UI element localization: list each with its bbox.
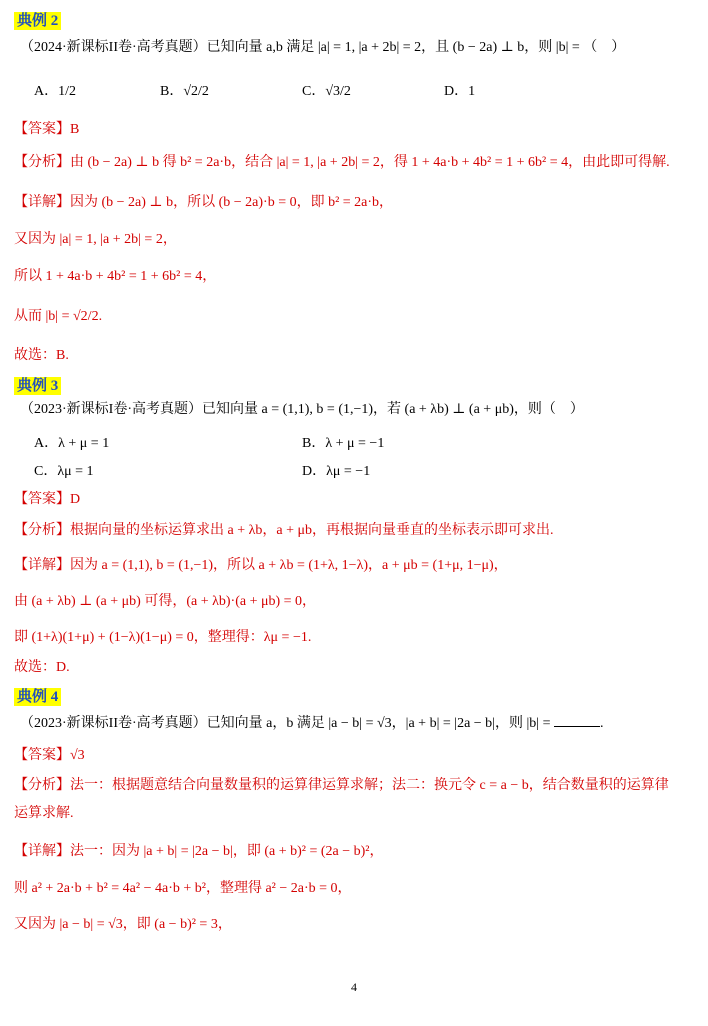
answer-label: 【答案】: [14, 492, 70, 507]
detail-label: 【详解】: [14, 195, 70, 210]
detail-line: 即 (1+λ)(1+μ) + (1−λ)(1−μ) = 0，整理得：λμ = −1.: [14, 630, 312, 645]
example-2-question: （2024·新课标II卷·高考真题）已知向量 a,b 满足 |a| = 1, |a + 2b| = 2，且 (b − 2a) ⊥ b，则 |b| = （ ）: [20, 40, 626, 55]
detail-line: 则 a² + 2a·b + b² = 4a² − 4a·b + b²，整理得 a² − 2a·b = 0，: [14, 881, 352, 896]
example-2-heading: [14, 12, 61, 32]
answer-blank: [554, 712, 600, 727]
example-4-question: [20, 712, 603, 734]
answer-line: [14, 490, 80, 510]
detail-line: [14, 193, 393, 213]
analysis-label: 【分析】: [14, 155, 70, 170]
analysis-line: [14, 153, 670, 173]
analysis-text: 根据向量的坐标运算求出 a + λb，a + μb，再根据向量垂直的坐标表示即可求出.: [70, 523, 554, 538]
analysis-text: 法一：根据题意结合向量数量积的运算律运算求解；法二：换元令 c = a − b，结合数量积的运算律: [70, 778, 669, 793]
option-b: B．√2/2: [160, 84, 209, 99]
answer-line: [14, 120, 79, 140]
analysis-line: [14, 776, 669, 796]
option-c: C．√3/2: [302, 84, 351, 99]
option-c: C．λμ = 1: [34, 464, 94, 479]
analysis-line: [14, 521, 554, 541]
detail-label: 【详解】: [14, 558, 70, 573]
analysis-line-2: 运算求解.: [14, 806, 74, 821]
detail-line: [14, 556, 508, 576]
detail-line: 由 (a + λb) ⊥ (a + μb) 可得，(a + λb)·(a + μb) = 0，: [14, 594, 317, 609]
detail-line: 从而 |b| = √2/2.: [14, 309, 103, 324]
example-4-heading: [14, 688, 61, 708]
answer-line: [14, 746, 85, 766]
question-text: （2023·新课标II卷·高考真题）已知向量 a，b 满足 |a − b| = √3，|a + b| = |2a − b|，则 |b| =: [20, 716, 554, 731]
analysis-label: 【分析】: [14, 778, 70, 793]
detail-line: [14, 842, 383, 862]
option-d: D．1: [444, 84, 476, 99]
example-3-heading: [14, 377, 61, 397]
example-tag: 典例 4: [14, 688, 61, 706]
detail-line: 又因为 |a − b| = √3，即 (a − b)² = 3，: [14, 917, 232, 932]
answer-label: 【答案】: [14, 748, 70, 763]
detail-text: 法一：因为 |a + b| = |2a − b|，即 (a + b)² = (2a − b)²，: [70, 844, 384, 859]
example-tag: 典例 2: [14, 12, 61, 30]
detail-label: 【详解】: [14, 844, 70, 859]
detail-line: 故选：B.: [14, 348, 69, 363]
question-end: .: [599, 716, 604, 731]
answer-label: 【答案】: [14, 122, 70, 137]
option-b: B．λ + μ = −1: [302, 436, 385, 451]
page-number: 4: [351, 980, 357, 994]
detail-line: 又因为 |a| = 1, |a + 2b| = 2，: [14, 232, 177, 247]
detail-line: 故选：D.: [14, 660, 70, 675]
example-3-question: （2023·新课标I卷·高考真题）已知向量 a = (1,1), b = (1,−1)，若 (a + λb) ⊥ (a + μb)，则（ ）: [20, 402, 584, 417]
analysis-text: 由 (b − 2a) ⊥ b 得 b² = 2a·b，结合 |a| = 1, |a + 2b| = 2，得 1 + 4a·b + 4b² = 1 + 6b² = 4，由此即可得解.: [70, 155, 670, 170]
detail-text: 因为 a = (1,1), b = (1,−1)，所以 a + λb = (1+λ, 1−λ)，a + μb = (1+μ, 1−μ)，: [70, 558, 508, 573]
option-a: A．1/2: [34, 84, 76, 99]
option-a: A．λ + μ = 1: [34, 436, 110, 451]
answer-value: √3: [70, 748, 85, 763]
option-d: D．λμ = −1: [302, 464, 371, 479]
analysis-label: 【分析】: [14, 523, 70, 538]
detail-text: 因为 (b − 2a) ⊥ b，所以 (b − 2a)·b = 0，即 b² = 2a·b，: [70, 195, 394, 210]
answer-value: B: [70, 122, 80, 137]
answer-value: D: [70, 492, 81, 507]
example-tag: 典例 3: [14, 377, 61, 395]
detail-line: 所以 1 + 4a·b + 4b² = 1 + 6b² = 4，: [14, 269, 217, 284]
